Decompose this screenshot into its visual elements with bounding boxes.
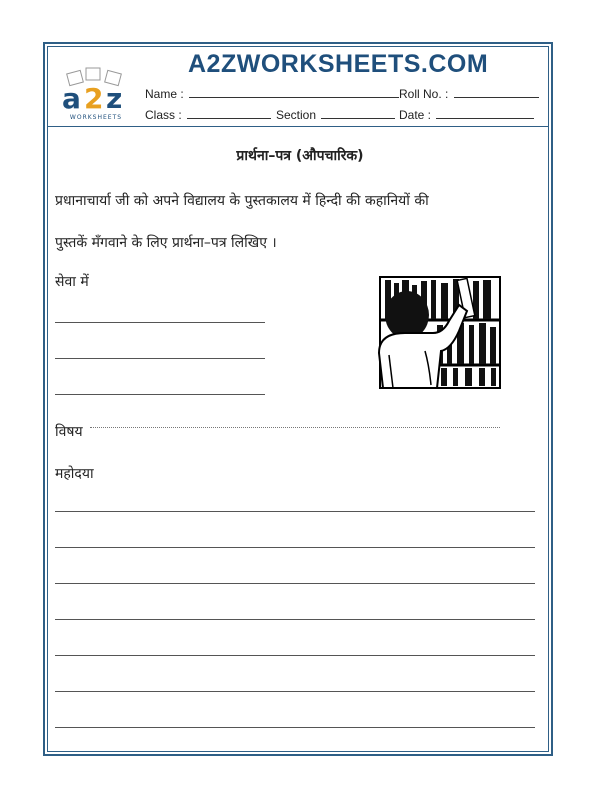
date-row <box>399 108 534 122</box>
site-title: A2ZWORKSHEETS.COM <box>188 50 489 78</box>
worksheet-title: प्रार्थना–पत्र (औपचारिक) <box>236 148 364 164</box>
a2z-logo-icon <box>56 66 136 122</box>
svg-text:a: a <box>62 82 81 115</box>
name-field[interactable] <box>189 87 399 98</box>
header-divider <box>47 126 549 127</box>
roll-field[interactable] <box>454 87 539 98</box>
class-field[interactable] <box>187 108 271 119</box>
roll-row <box>399 87 539 101</box>
salutation-label: महोदया <box>55 466 94 482</box>
svg-text:z: z <box>106 82 123 115</box>
instruction-line-2: पुस्तकें मँगवाने के लिए प्रार्थना–पत्र लिखिए । <box>55 235 277 251</box>
name-label: Name : <box>145 87 184 101</box>
instruction-line-1: प्रधानाचार्या जी को अपने विद्यालय के पुस्तकालय में हिन्दी की कहानियों की <box>55 193 429 209</box>
roll-label: Roll No. : <box>399 87 449 101</box>
svg-text:2: 2 <box>84 82 104 115</box>
writing-line[interactable] <box>55 583 535 584</box>
writing-line[interactable] <box>55 727 535 728</box>
date-label: Date : <box>399 108 432 122</box>
address-line[interactable] <box>55 394 265 395</box>
class-label: Class : <box>145 108 182 122</box>
subject-label: विषय <box>55 424 83 440</box>
address-line[interactable] <box>55 358 265 359</box>
writing-line[interactable] <box>55 619 535 620</box>
date-field[interactable] <box>436 108 534 119</box>
writing-line[interactable] <box>55 655 535 656</box>
address-line[interactable] <box>55 322 265 323</box>
section-label: Section <box>276 108 317 122</box>
address-label: सेवा में <box>55 274 89 290</box>
child-bookshelf-icon <box>375 275 505 390</box>
writing-line[interactable] <box>55 511 535 512</box>
name-row <box>145 87 399 101</box>
writing-line[interactable] <box>55 547 535 548</box>
writing-line[interactable] <box>55 691 535 692</box>
subject-line[interactable] <box>90 427 500 428</box>
section-row <box>276 108 395 122</box>
section-field[interactable] <box>321 108 395 119</box>
svg-text:WORKSHEETS: WORKSHEETS <box>69 114 123 121</box>
class-row <box>145 108 271 122</box>
